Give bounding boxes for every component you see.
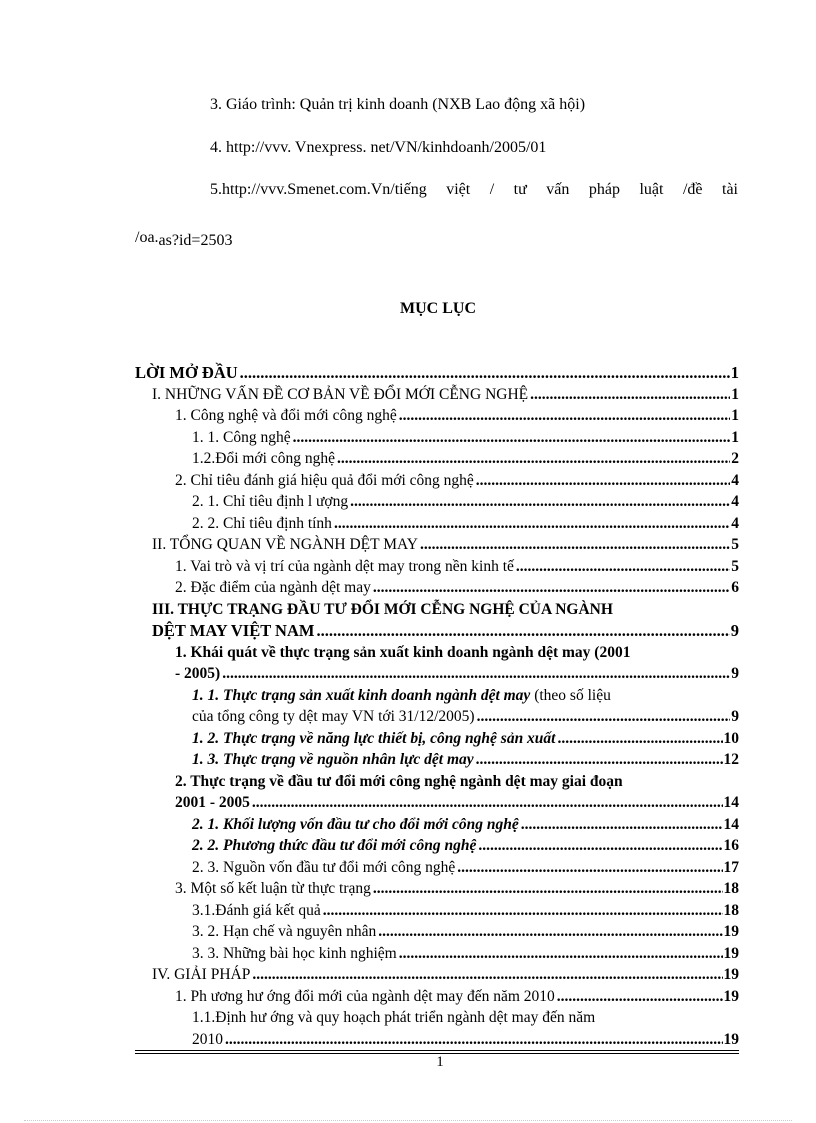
toc-entry[interactable] bbox=[135, 448, 739, 470]
toc-entry-text: 1.2.Đổi mới công nghệ bbox=[192, 448, 337, 470]
toc-entry-page: 18 bbox=[723, 901, 739, 919]
toc-entry-text: 2. 3. Nguồn vốn đầu tư đổi mới công nghệ bbox=[192, 857, 457, 879]
toc-entry-page: 19 bbox=[723, 966, 739, 983]
toc-entry[interactable] bbox=[135, 427, 739, 449]
toc-entry[interactable] bbox=[135, 577, 739, 599]
toc-leader-dots bbox=[476, 749, 723, 771]
toc-entry-text: 3. 2. Hạn chế và nguyên nhân bbox=[192, 921, 378, 943]
toc-entry[interactable] bbox=[135, 943, 739, 965]
toc-entry-text: II. TỔNG QUAN VỀ NGÀNH DỆT MAY bbox=[152, 534, 420, 556]
toc-leader-dots bbox=[521, 814, 723, 836]
toc-entry-page: 19 bbox=[723, 923, 739, 940]
toc-leader-dots bbox=[337, 448, 730, 470]
toc-entry-page: 1 bbox=[731, 385, 739, 403]
toc-leader-dots bbox=[557, 986, 723, 1008]
toc-entry[interactable] bbox=[135, 900, 739, 922]
toc-leader-dots bbox=[420, 534, 730, 556]
toc-leader-dots bbox=[222, 663, 730, 685]
toc-entry-text: 1. Vai trò và vị trí của ngành dệt may trong nền kinh tế bbox=[175, 556, 516, 578]
toc-entry-text: 1. Công nghệ và đổi mới công nghệ bbox=[175, 405, 399, 427]
toc-entry-text: 2001 - 2005 bbox=[175, 792, 252, 814]
toc-entry-text: LỜI MỞ ĐẦU bbox=[135, 363, 238, 382]
toc-entry[interactable] bbox=[135, 857, 739, 879]
toc-entry-first-line[interactable]: 1. Khái quát về thực trạng sản xuất kinh doanh ngành dệt may (2001 bbox=[175, 643, 631, 661]
toc-leader-dots bbox=[373, 878, 723, 900]
toc-leader-dots bbox=[478, 835, 722, 857]
toc-entry[interactable] bbox=[135, 878, 739, 900]
page-edge bbox=[24, 1120, 792, 1121]
toc-entry[interactable] bbox=[135, 706, 739, 728]
toc-entry-text-emphasis: 1. 1. Thực trạng sản xuất kinh doanh ngành dệt may bbox=[192, 686, 531, 704]
toc-leader-dots bbox=[323, 900, 723, 922]
toc-entry-text: 1. 1. Công nghệ bbox=[192, 427, 293, 449]
toc-entry[interactable] bbox=[135, 749, 739, 771]
toc-entry[interactable] bbox=[135, 534, 739, 556]
reference-3: 3. Giáo trình: Quản trị kinh doanh (NXB Lao động xã hội) bbox=[210, 96, 586, 113]
toc-entry[interactable] bbox=[135, 1029, 739, 1051]
toc-entry-page: 6 bbox=[731, 579, 739, 596]
toc-leader-dots bbox=[350, 491, 730, 513]
toc-entry-page: 1 bbox=[731, 407, 739, 424]
toc-leader-dots bbox=[316, 620, 729, 642]
toc-leader-dots bbox=[373, 577, 730, 599]
toc-entry[interactable] bbox=[135, 728, 739, 750]
toc-entry[interactable] bbox=[135, 964, 739, 986]
toc-leader-dots bbox=[293, 427, 731, 449]
reference-5-line2-part-b: as?id=2503 bbox=[158, 232, 233, 249]
toc-leader-dots bbox=[477, 706, 731, 728]
toc-entry[interactable] bbox=[135, 921, 739, 943]
toc-entry[interactable] bbox=[135, 986, 739, 1008]
toc-entry-text-rest: (theo số liệu bbox=[530, 686, 611, 704]
toc-leader-dots bbox=[476, 470, 730, 492]
toc-entry-page: 2 bbox=[731, 450, 739, 467]
toc-entry-first-line[interactable]: 1.1.Định hư ớng và quy hoạch phát triển ngành dệt may đến năm bbox=[192, 1009, 596, 1026]
toc-entry-page: 19 bbox=[723, 987, 739, 1005]
toc-leader-dots bbox=[399, 943, 723, 965]
toc-entry-text: của tổng công ty dệt may VN tới 31/12/2005) bbox=[192, 706, 477, 728]
toc-entry-text: IV. GIẢI PHÁP bbox=[152, 964, 252, 986]
toc-leader-dots bbox=[378, 921, 722, 943]
toc-entry-page: 14 bbox=[723, 794, 739, 811]
toc-entry-text: 2. Đặc điểm của ngành dệt may bbox=[175, 577, 373, 599]
toc-entry-page: 1 bbox=[730, 363, 739, 382]
toc-entry-page: 17 bbox=[723, 858, 739, 876]
toc-entry-page: 16 bbox=[723, 837, 739, 854]
toc-entry-text: 1. 2. Thực trạng về năng lực thiết bị, công nghệ sản xuất bbox=[192, 728, 558, 750]
toc-leader-dots bbox=[252, 964, 722, 986]
toc-entry-text: DỆT MAY VIỆT NAM bbox=[152, 621, 315, 640]
toc-entry[interactable] bbox=[135, 814, 739, 836]
toc-entry[interactable] bbox=[135, 556, 739, 578]
toc-entry[interactable] bbox=[135, 362, 739, 384]
toc-entry-text: I. NHỮNG VẤN ĐỀ CƠ BẢN VỀ ĐỔI MỚI CỄNG NGHỆ bbox=[152, 384, 530, 406]
toc-entry-text: 2. 2. Chỉ tiêu định tính bbox=[192, 513, 334, 535]
toc-entry-page: 5 bbox=[731, 536, 739, 553]
toc-entry-page: 5 bbox=[731, 557, 739, 575]
toc-entry-text: 3. Một số kết luận từ thực trạng bbox=[175, 878, 373, 900]
reference-5-line1: 5.http://vvv.Smenet.com.Vn/tiếng việt / tư vấn pháp luật /đề tài bbox=[210, 181, 738, 198]
toc-entry-page: 4 bbox=[731, 493, 739, 510]
toc-entry[interactable] bbox=[135, 405, 739, 427]
footer-divider bbox=[135, 1050, 739, 1051]
toc-entry-page: 14 bbox=[723, 815, 739, 833]
toc-entry[interactable] bbox=[135, 384, 739, 406]
toc-entry-first-line[interactable]: III. THỰC TRẠNG ĐẦU TƯ ĐỔI MỚI CỄNG NGHỆ CỦA NGÀNH bbox=[152, 600, 613, 618]
toc-entry-page: 1 bbox=[731, 428, 739, 446]
toc-entry-page: 12 bbox=[723, 751, 739, 768]
toc-entry-text: 3.1.Đánh giá kết quả bbox=[192, 900, 323, 922]
toc-entry-text: 1. Ph ương hư ớng đổi mới của ngành dệt may đến năm 2010 bbox=[175, 986, 557, 1008]
toc-entry[interactable] bbox=[135, 620, 739, 642]
toc-entry[interactable] bbox=[135, 835, 739, 857]
toc-leader-dots bbox=[240, 362, 730, 384]
reference-4: 4. http://vvv. Vnexpress. net/VN/kinhdoanh/2005/01 bbox=[210, 139, 547, 156]
toc-entry-text: 3. 3. Những bài học kinh nghiệm bbox=[192, 943, 399, 965]
toc-entry-text: 2. 1. Khối lượng vốn đầu tư cho đổi mới công nghệ bbox=[192, 814, 521, 836]
toc-leader-dots bbox=[558, 728, 723, 750]
toc-entry[interactable] bbox=[135, 663, 739, 685]
toc-entry[interactable] bbox=[135, 491, 739, 513]
toc-entry-text: 2. Chỉ tiêu đánh giá hiệu quả đổi mới công nghệ bbox=[175, 470, 476, 492]
toc-leader-dots bbox=[457, 857, 722, 879]
toc-entry-page: 9 bbox=[730, 621, 739, 640]
toc-entry-text: 2. 2. Phương thức đầu tư đổi mới công nghệ bbox=[192, 835, 478, 857]
reference-5-line2 bbox=[135, 229, 232, 247]
toc-leader-dots bbox=[399, 405, 731, 427]
toc-entry-page: 9 bbox=[731, 708, 739, 725]
toc-entry-text: 2010 bbox=[192, 1029, 225, 1051]
toc-entry-page: 19 bbox=[723, 1030, 739, 1048]
toc-entry-first-line[interactable] bbox=[135, 685, 739, 707]
toc-leader-dots bbox=[334, 513, 730, 535]
toc-entry-text: 2. 1. Chỉ tiêu định l ượng bbox=[192, 491, 350, 513]
toc-entry-page: 18 bbox=[723, 880, 739, 897]
reference-5-line2-part-a: /oa. bbox=[135, 229, 159, 246]
toc-entry[interactable] bbox=[135, 470, 739, 492]
toc-entry-page: 9 bbox=[731, 665, 739, 682]
toc-title: MỤC LỤC bbox=[400, 300, 476, 317]
page-number: 1 bbox=[436, 1054, 444, 1070]
toc-entry[interactable] bbox=[135, 513, 739, 535]
toc-leader-dots bbox=[530, 384, 730, 406]
toc-entry-page: 4 bbox=[731, 514, 739, 532]
toc-entry-page: 4 bbox=[731, 471, 739, 489]
toc-entry-text: 1. 3. Thực trạng về nguồn nhân lực dệt may bbox=[192, 749, 476, 771]
toc-leader-dots bbox=[252, 792, 723, 814]
toc-entry-page: 19 bbox=[723, 944, 739, 962]
toc-entry-first-line[interactable]: 2. Thực trạng về đầu tư đổi mới công nghệ ngành dệt may giai đoạn bbox=[175, 772, 623, 790]
toc-entry-page: 10 bbox=[723, 729, 739, 747]
table-of-contents bbox=[135, 362, 739, 1050]
toc-leader-dots bbox=[516, 556, 730, 578]
toc-entry[interactable] bbox=[135, 792, 739, 814]
toc-entry-text: - 2005) bbox=[175, 663, 222, 685]
toc-leader-dots bbox=[225, 1029, 723, 1051]
